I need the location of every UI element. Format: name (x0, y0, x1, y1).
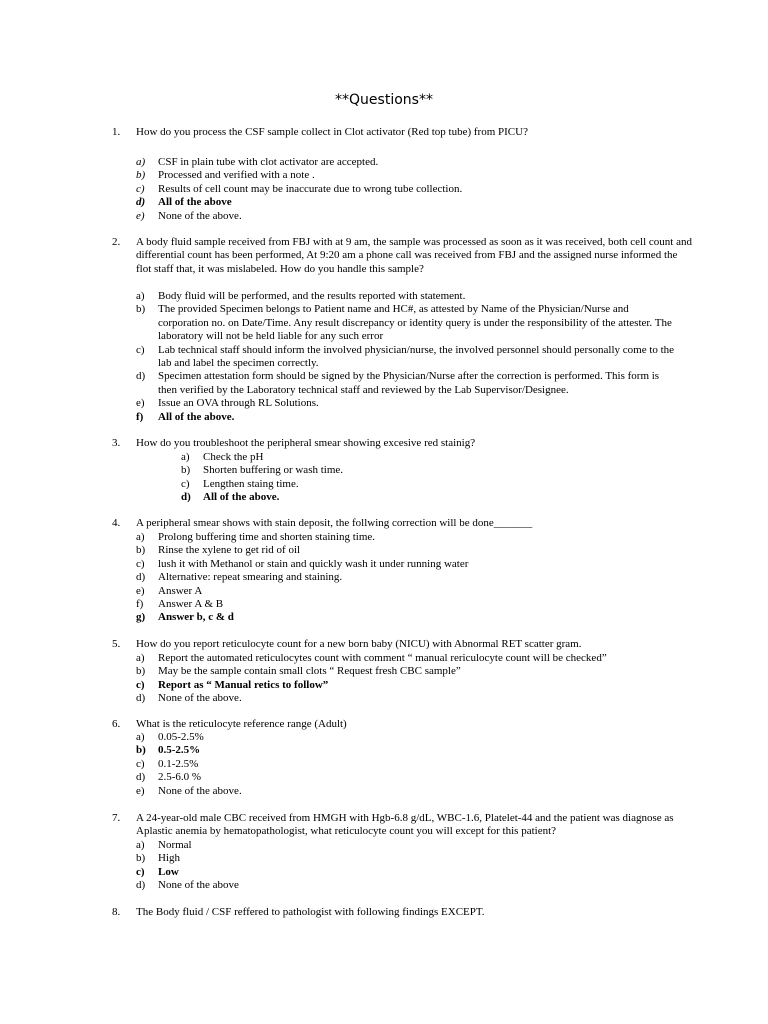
option (136, 544, 696, 557)
option (136, 771, 696, 784)
correct-option (136, 411, 676, 424)
question-6 (112, 718, 692, 731)
option-text: Issue an OVA through RL Solutions. (158, 397, 319, 410)
correct-option (136, 196, 696, 209)
question-number: 7. (112, 812, 121, 824)
correct-option (181, 491, 681, 504)
correct-option (136, 866, 696, 879)
question-number: 5. (112, 638, 121, 650)
option-text: 2.5-6.0 % (158, 771, 202, 784)
option-text: Answer A & B (158, 598, 224, 611)
option-text: CSF in plain tube with clot activator are accepted. (158, 156, 379, 168)
question-number: 1. (112, 126, 121, 138)
option-letter: a) (136, 652, 145, 664)
option (136, 598, 696, 611)
question-7-options (136, 839, 696, 893)
option (136, 665, 696, 678)
question-2-options (136, 290, 676, 424)
option-letter: b) (136, 303, 146, 316)
option-text: 0.1-2.5% (158, 757, 199, 770)
option (136, 169, 696, 182)
option-text: Prolong buffering time and shorten staining time. (158, 531, 376, 543)
option (136, 731, 696, 744)
option (136, 652, 696, 665)
option-text: Lengthen staing time. (203, 477, 299, 490)
option (136, 290, 676, 303)
question-text: The Body fluid / CSF reffered to pathologist with following findings EXCEPT. (136, 906, 485, 918)
option (136, 585, 696, 598)
option-letter: d) (136, 370, 146, 383)
option-text: Check the pH (203, 451, 264, 463)
option-text: Answer b, c & d (158, 611, 234, 624)
option-letter: a) (136, 290, 145, 302)
option-letter: d) (136, 879, 146, 892)
option-text: Processed and verified with a note . (158, 169, 315, 182)
option-text: Normal (158, 839, 192, 851)
option-text: None of the above (158, 879, 239, 892)
option-letter: d) (181, 491, 191, 504)
option (136, 156, 696, 169)
option-letter: c) (181, 477, 190, 490)
option-letter: a) (136, 156, 146, 168)
option-letter: b) (136, 169, 146, 182)
option (181, 464, 681, 477)
option (136, 531, 696, 544)
option (136, 571, 696, 584)
option-text: All of the above. (158, 410, 235, 423)
option-letter: d) (136, 196, 146, 209)
option (136, 183, 696, 196)
option-text: lush it with Methanol or stain and quickly wash it under running water (158, 557, 469, 570)
option-letter: a) (136, 839, 145, 851)
option-letter: b) (136, 744, 146, 757)
option (181, 478, 681, 491)
correct-option (136, 744, 696, 757)
option-letter: g) (136, 611, 146, 624)
option-letter: f) (136, 598, 144, 611)
option-letter: c) (136, 757, 145, 770)
option (136, 397, 676, 410)
option-letter: a) (181, 451, 190, 463)
option-letter: c) (136, 865, 145, 878)
option (136, 303, 676, 343)
option-text: Alternative: repeat smearing and staining. (158, 571, 343, 584)
option-text: All of the above (158, 196, 232, 209)
option-letter: b) (136, 544, 146, 557)
option-text: None of the above. (158, 784, 242, 797)
option-text: Low (158, 865, 179, 878)
question-number: 6. (112, 718, 121, 730)
correct-option (136, 679, 696, 692)
option-text: Answer A (158, 584, 203, 597)
option-text: Specimen attestation form should be signed by the Physician/Nurse after the correction is performed. This form is then verified by the Laboratory technical staff and reviewed by the Lab Supervisor/Designee. (158, 370, 660, 396)
option-letter: b) (181, 464, 191, 477)
option (181, 451, 681, 464)
option-letter: d) (136, 571, 146, 584)
question-7 (112, 812, 692, 839)
option-letter: e) (136, 209, 145, 222)
option-text: Results of cell count may be inaccurate due to wrong tube collection. (158, 182, 463, 195)
question-text: A 24-year-old male CBC received from HMGH with Hgb-6.8 g/dL, WBC-1.6, Platelet-44 and the patient was diagnose as Aplastic anemia by hematopathologist, what reticulocyte count you will except for this patient? (136, 812, 674, 838)
question-text: A body fluid sample received from FBJ with at 9 am, the sample was processed as soon as it was received, both cell count and differential count has been performed, At 9:20 am a phone call was received from FBJ and the assigned nurse informed the flot staff that, it was mislabeled. How do you handle this sample? (136, 236, 692, 275)
option-text: Report the automated reticulocytes count with comment “ manual rericulocyte count will be checked” (158, 652, 607, 664)
option-text: Body fluid will be performed, and the results reported with statement. (158, 290, 466, 302)
option (136, 692, 696, 705)
option (136, 785, 696, 798)
option (136, 344, 676, 371)
question-1-options (136, 156, 696, 223)
question-5-options (136, 652, 696, 706)
option-letter: d) (136, 692, 146, 705)
page-title: **Questions** (335, 92, 433, 108)
question-text: A peripheral smear shows with stain deposit, the follwing correction will be done_______ (136, 517, 533, 529)
option-letter: d) (136, 771, 146, 784)
option-text: May be the sample contain small clots “ Request fresh CBC sample” (158, 665, 461, 678)
option-letter: b) (136, 852, 146, 865)
option-letter: c) (136, 557, 145, 570)
option-letter: b) (136, 665, 146, 678)
question-5 (112, 638, 692, 651)
option-text: The provided Specimen belongs to Patient name and HC#, as attested by Name of the Physician/Nurse and corporation no. on Date/Time. Any result discrepancy or identity query is under the responsibility of the attester. The laboratory will not be held liable for any such error (158, 303, 672, 343)
question-number: 3. (112, 437, 121, 449)
question-number: 8. (112, 906, 121, 918)
option-text: Rinse the xylene to get rid of oil (158, 544, 301, 557)
option-letter: a) (136, 531, 145, 543)
option-letter: c) (136, 182, 145, 195)
option-text: Lab technical staff should inform the involved physician/nurse, the involved personnel should personally come to the lab and label the specimen correctly. (158, 343, 675, 370)
option (136, 210, 696, 223)
question-text: How do you report reticulocyte count for a new born baby (NICU) with Abnormal RET scatter gram. (136, 638, 582, 650)
question-4-options (136, 531, 696, 625)
option-text: Shorten buffering or wash time. (203, 464, 344, 477)
option (136, 879, 696, 892)
question-8 (112, 906, 692, 919)
option-letter: f) (136, 410, 144, 423)
option-letter: e) (136, 397, 145, 410)
question-text: How do you process the CSF sample collect in Clot activator (Red top tube) from PICU? (136, 126, 528, 138)
option (136, 558, 696, 571)
option-text: Report as “ Manual retics to follow” (158, 678, 329, 691)
question-number: 4. (112, 517, 121, 529)
question-4 (112, 517, 692, 530)
question-1 (112, 126, 692, 139)
question-3-options (181, 451, 681, 505)
correct-option (136, 611, 696, 624)
option-letter: e) (136, 584, 145, 597)
question-6-options (136, 731, 696, 798)
option-text: None of the above. (158, 209, 242, 222)
option-text: 0.5-2.5% (158, 744, 201, 757)
option-letter: e) (136, 784, 145, 797)
question-number: 2. (112, 236, 121, 248)
option-text: All of the above. (203, 491, 280, 504)
option-letter: a) (136, 731, 145, 743)
question-text: What is the reticulocyte reference range (Adult) (136, 718, 347, 730)
option (136, 370, 676, 397)
question-3 (112, 437, 692, 450)
option-letter: c) (136, 678, 145, 691)
question-2 (112, 236, 692, 276)
option-text: 0.05-2.5% (158, 731, 204, 743)
question-text: How do you troubleshoot the peripheral smear showing excesive red stainig? (136, 437, 476, 449)
option (136, 758, 696, 771)
option-text: High (158, 852, 180, 865)
option (136, 852, 696, 865)
option-text: None of the above. (158, 692, 242, 705)
option (136, 839, 696, 852)
option-letter: c) (136, 343, 145, 356)
